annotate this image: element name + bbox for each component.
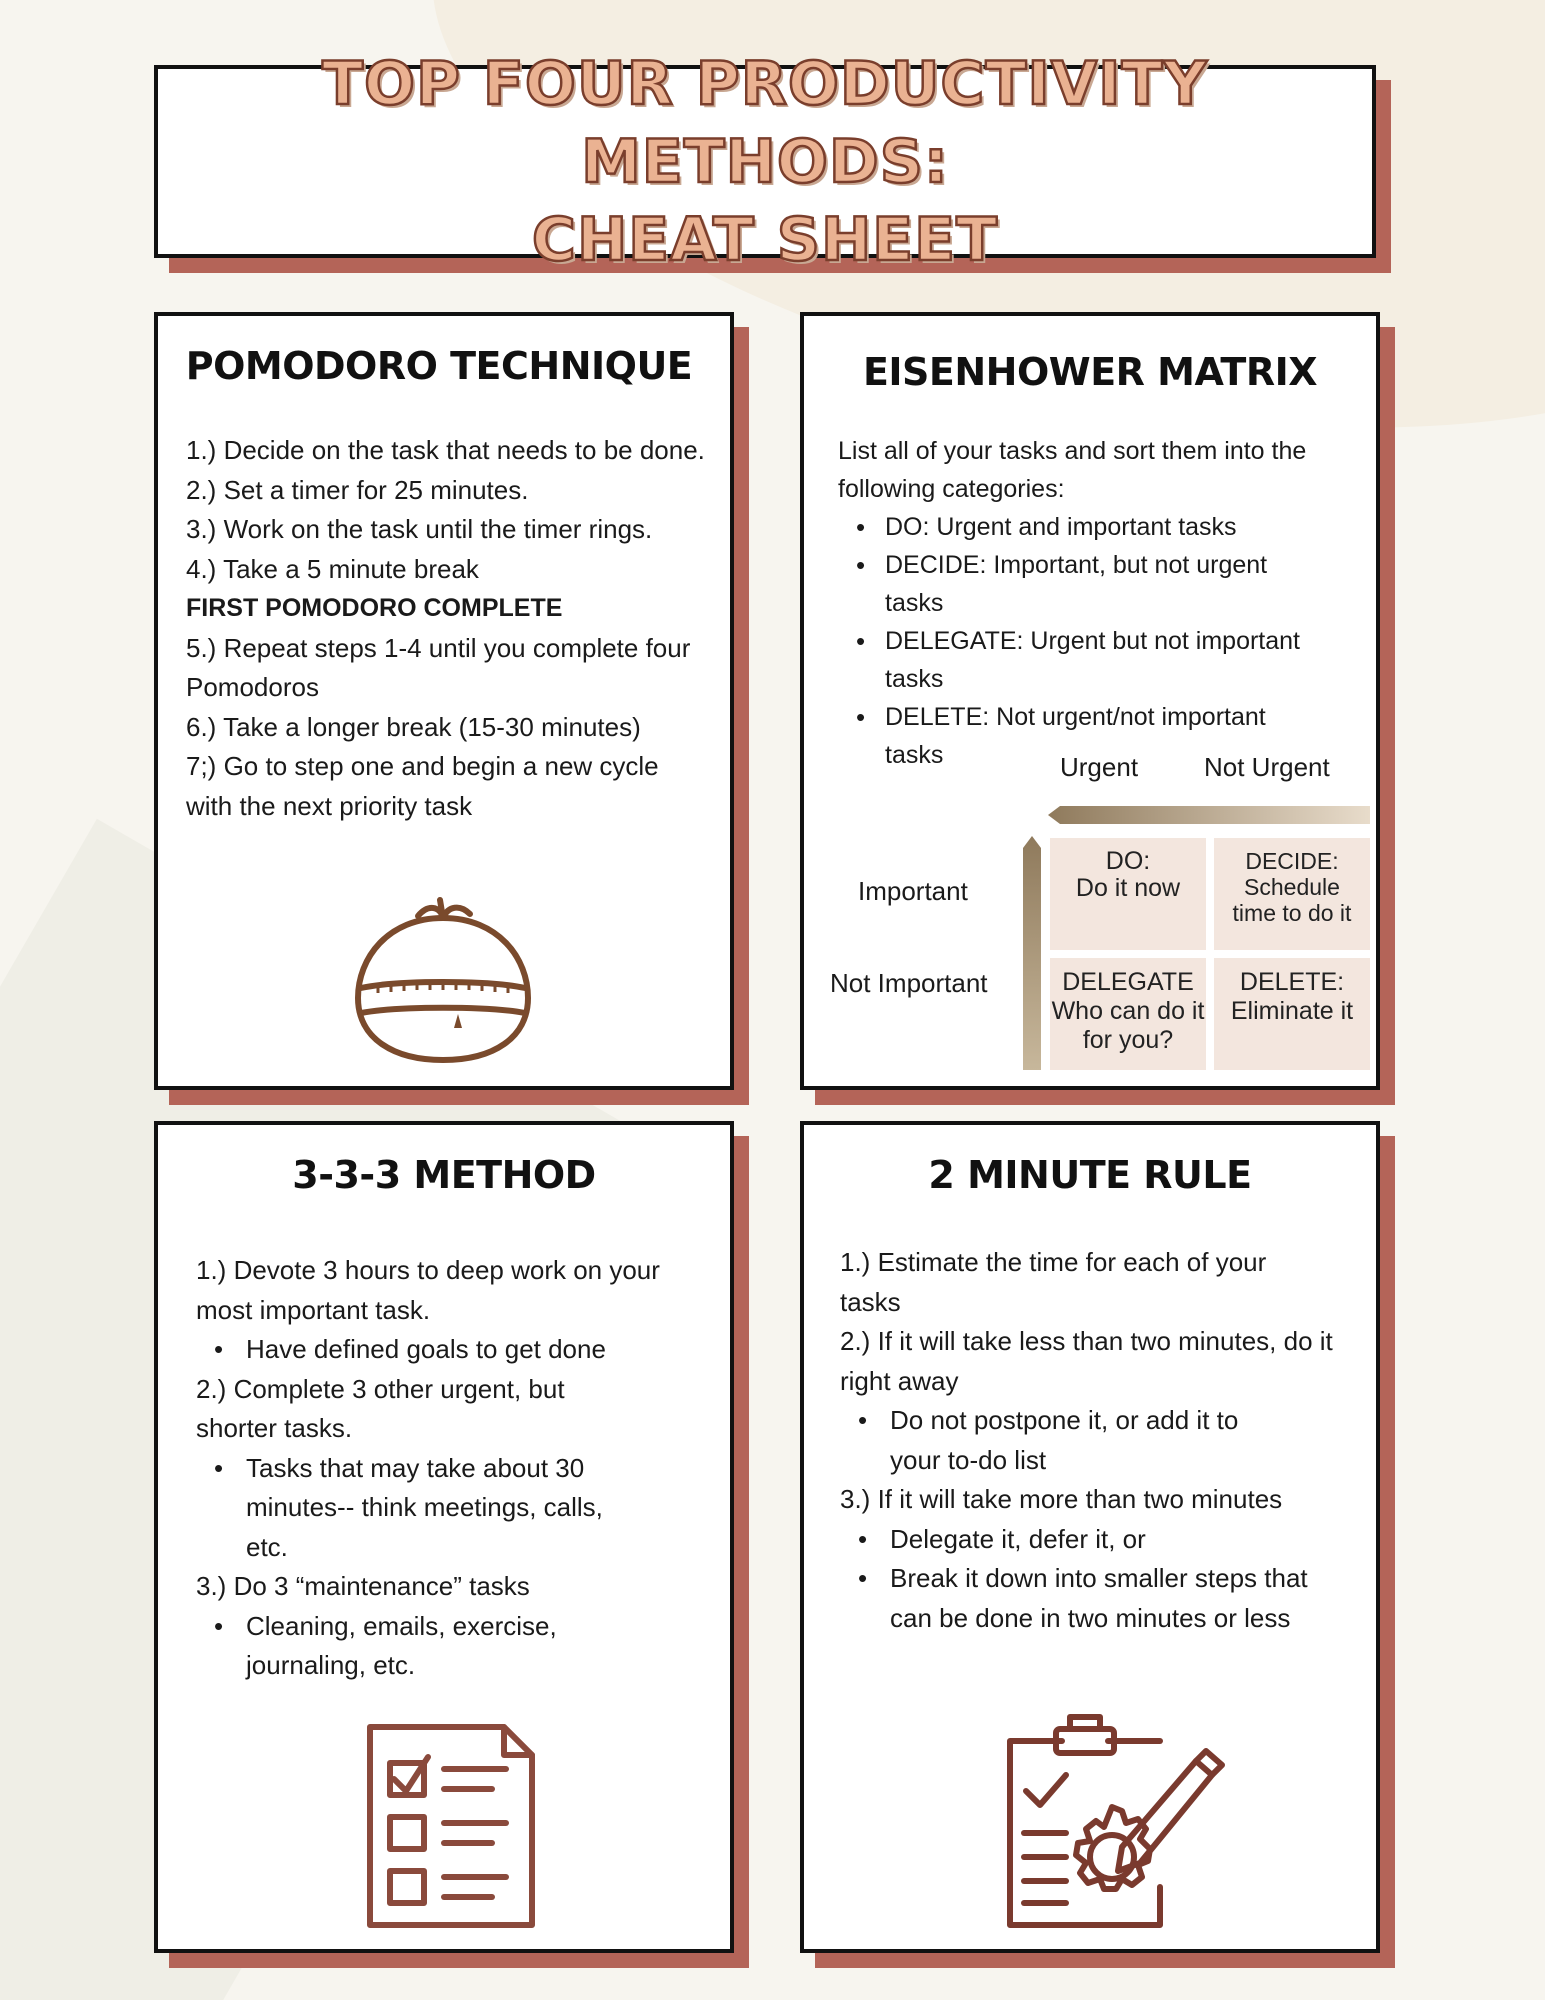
- matrix-cell-do: [1050, 838, 1206, 950]
- horizontal-arrow-bar: [1048, 806, 1370, 824]
- rule-step: 3.) If it will take more than two minutes: [840, 1484, 1283, 1514]
- pomodoro-step: 2.) Set a timer for 25 minutes.: [186, 474, 529, 505]
- cell-text: Schedule time to do it: [1232, 874, 1352, 926]
- pomodoro-card: [154, 312, 734, 1090]
- cell-title: DO:: [1105, 847, 1151, 875]
- two-minute-steps: [840, 1243, 1350, 1638]
- list-item: • Delegate it, defer it, or: [840, 1520, 1350, 1560]
- pomodoro-steps: [186, 431, 706, 826]
- title-banner: [154, 48, 1376, 275]
- list-item: • Do not postpone it, or add it to your to-do list: [840, 1401, 1280, 1480]
- checklist-icon: [366, 1723, 538, 1931]
- matrix-cell-delete: [1214, 958, 1370, 1070]
- matrix-cell-decide: [1214, 838, 1370, 950]
- two-minute-rule-card: [800, 1121, 1380, 1953]
- pomodoro-milestone: FIRST POMODORO COMPLETE: [186, 594, 563, 622]
- page-title: [158, 45, 1372, 279]
- cell-title: DELEGATE: [1062, 968, 1194, 996]
- pomodoro-step: 7;) Go to step one and begin a new cycle with the next priority task: [186, 751, 659, 821]
- two-minute-title: 2 MINUTE RULE: [928, 1153, 1252, 1197]
- pomodoro-title: POMODORO TECHNIQUE: [185, 344, 693, 388]
- list-item: • DECIDE: Important, but not urgent tasks: [838, 546, 1268, 622]
- pomodoro-step: 1.) Decide on the task that needs to be done.: [186, 435, 705, 465]
- method-333-title: 3-3-3 METHOD: [292, 1153, 596, 1197]
- rule-step: 1.) Estimate the time for each of your tasks: [840, 1247, 1267, 1317]
- vertical-arrow-bar: [1023, 836, 1041, 1070]
- cell-text: Eliminate it: [1230, 997, 1354, 1025]
- cell-text: Who can do it for you?: [1051, 997, 1205, 1054]
- cell-title: DECIDE:: [1245, 848, 1339, 874]
- method-333-card: [154, 1121, 734, 1953]
- pomodoro-step: 5.) Repeat steps 1-4 until you complete four Pomodoros: [186, 632, 691, 702]
- matrix-row-not-important: Not Important: [830, 968, 988, 998]
- list-item: • DO: Urgent and important tasks: [838, 508, 1358, 546]
- method-step: 3.) Do 3 “maintenance” tasks: [196, 1571, 530, 1601]
- method-333-steps: [196, 1251, 696, 1686]
- list-item: • DELETE: Not urgent/not important tasks: [838, 698, 1278, 774]
- list-item: • Break it down into smaller steps that can be done in two minutes or less: [840, 1559, 1330, 1638]
- tomato-timer-icon: [348, 888, 538, 1068]
- clipboard-gear-icon: [1000, 1711, 1228, 1933]
- cell-title: DELETE:: [1239, 968, 1345, 996]
- eisenhower-list: [838, 432, 1358, 774]
- rule-step: 2.) If it will take less than two minutes, do it right away: [840, 1326, 1333, 1396]
- matrix-col-urgent: Urgent: [1060, 752, 1139, 782]
- title-line-1: TOP FOUR PRODUCTIVITY METHODS:: [322, 48, 1208, 197]
- list-item: • Tasks that may take about 30 minutes-- think meetings, calls, etc.: [196, 1449, 636, 1568]
- pomodoro-step: 4.) Take a 5 minute break: [186, 553, 479, 584]
- eisenhower-card: [800, 312, 1380, 1090]
- matrix-cell-delegate: [1050, 958, 1206, 1070]
- list-item: • DELEGATE: Urgent but not important tasks: [838, 622, 1358, 698]
- list-item: • Cleaning, emails, exercise, journaling, etc.: [196, 1607, 596, 1686]
- matrix-col-not-urgent: Not Urgent: [1204, 752, 1330, 782]
- pomodoro-step: 3.) Work on the task until the timer rings.: [186, 514, 653, 544]
- eisenhower-intro: List all of your tasks and sort them into the following categories:: [838, 437, 1307, 503]
- matrix-row-important: Important: [858, 876, 968, 906]
- title-line-2: CHEAT SHEET: [531, 204, 999, 275]
- method-step: 2.) Complete 3 other urgent, but shorter tasks.: [196, 1373, 565, 1443]
- eisenhower-title: EISENHOWER MATRIX: [862, 350, 1318, 394]
- pomodoro-step: 6.) Take a longer break (15-30 minutes): [186, 711, 641, 742]
- method-step: 1.) Devote 3 hours to deep work on your most important task.: [196, 1255, 660, 1325]
- list-item: • Have defined goals to get done: [196, 1330, 696, 1370]
- cell-text: Do it now: [1075, 874, 1181, 902]
